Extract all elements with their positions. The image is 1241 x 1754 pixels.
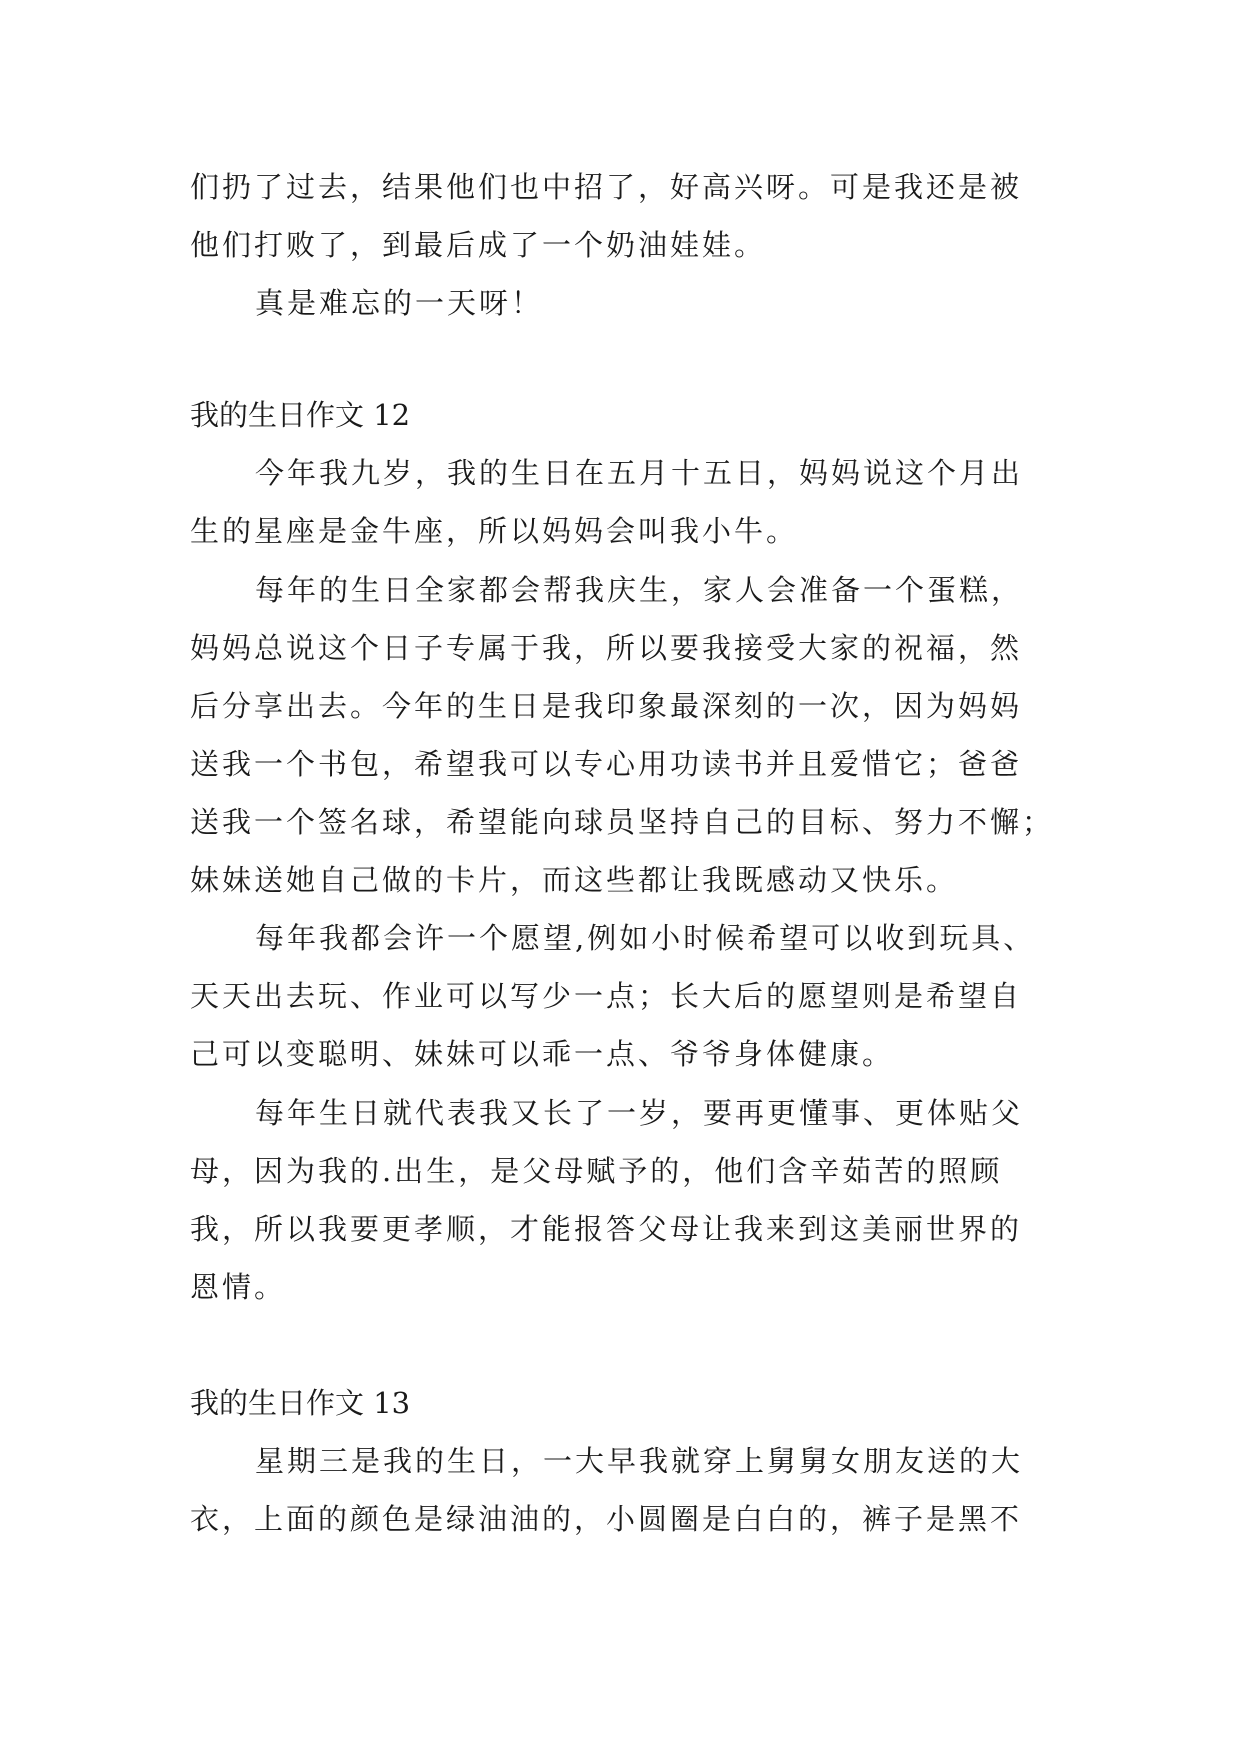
paragraph-line: 今年我九岁，我的生日在五月十五日，妈妈说这个月出 (255, 456, 1024, 490)
paragraph-line: 衣，上面的颜色是绿油油的，小圆圈是白白的，裤子是黑不 (190, 1502, 1023, 1536)
paragraph-line: 真是难忘的一天呀！ (255, 286, 544, 320)
paragraph-line: 我，所以我要更孝顺，才能报答父母让我来到这美丽世界的 (190, 1212, 1023, 1246)
paragraph-line: 母，因为我的.出生，是父母赋予的，他们含辛茹苦的照顾 (190, 1154, 1003, 1188)
paragraph-line: 每年我都会许一个愿望,例如小时候希望可以收到玩具、 (255, 921, 1036, 955)
paragraph-line: 送我一个签名球，希望能向球员坚持自己的目标、努力不懈； (190, 805, 1055, 839)
paragraph-line: 星期三是我的生日，一大早我就穿上舅舅女朋友送的大 (255, 1444, 1024, 1478)
section-heading-12: 我的生日作文 12 (190, 398, 411, 432)
paragraph-line: 妈妈总说这个日子专属于我，所以要我接受大家的祝福，然 (190, 631, 1023, 665)
paragraph-line: 每年的生日全家都会帮我庆生，家人会准备一个蛋糕， (255, 573, 1024, 607)
paragraph-line: 他们打败了，到最后成了一个奶油娃娃。 (190, 228, 767, 262)
paragraph-line: 妹妹送她自己做的卡片，而这些都让我既感动又快乐。 (190, 863, 959, 897)
section-heading-13: 我的生日作文 13 (190, 1386, 411, 1420)
paragraph-line: 恩情。 (190, 1270, 287, 1304)
paragraph-line: 送我一个书包，希望我可以专心用功读书并且爱惜它；爸爸 (190, 747, 1023, 781)
paragraph-line: 们扔了过去，结果他们也中招了，好高兴呀。可是我还是被 (190, 170, 1023, 204)
paragraph-line: 己可以变聪明、妹妹可以乖一点、爷爷身体健康。 (190, 1037, 895, 1071)
paragraph-line: 天天出去玩、作业可以写少一点；长大后的愿望则是希望自 (190, 979, 1023, 1013)
paragraph-line: 后分享出去。今年的生日是我印象最深刻的一次，因为妈妈 (190, 689, 1023, 723)
paragraph-line: 每年生日就代表我又长了一岁，要再更懂事、更体贴父 (255, 1096, 1024, 1130)
paragraph-line: 生的星座是金牛座，所以妈妈会叫我小牛。 (190, 514, 799, 548)
